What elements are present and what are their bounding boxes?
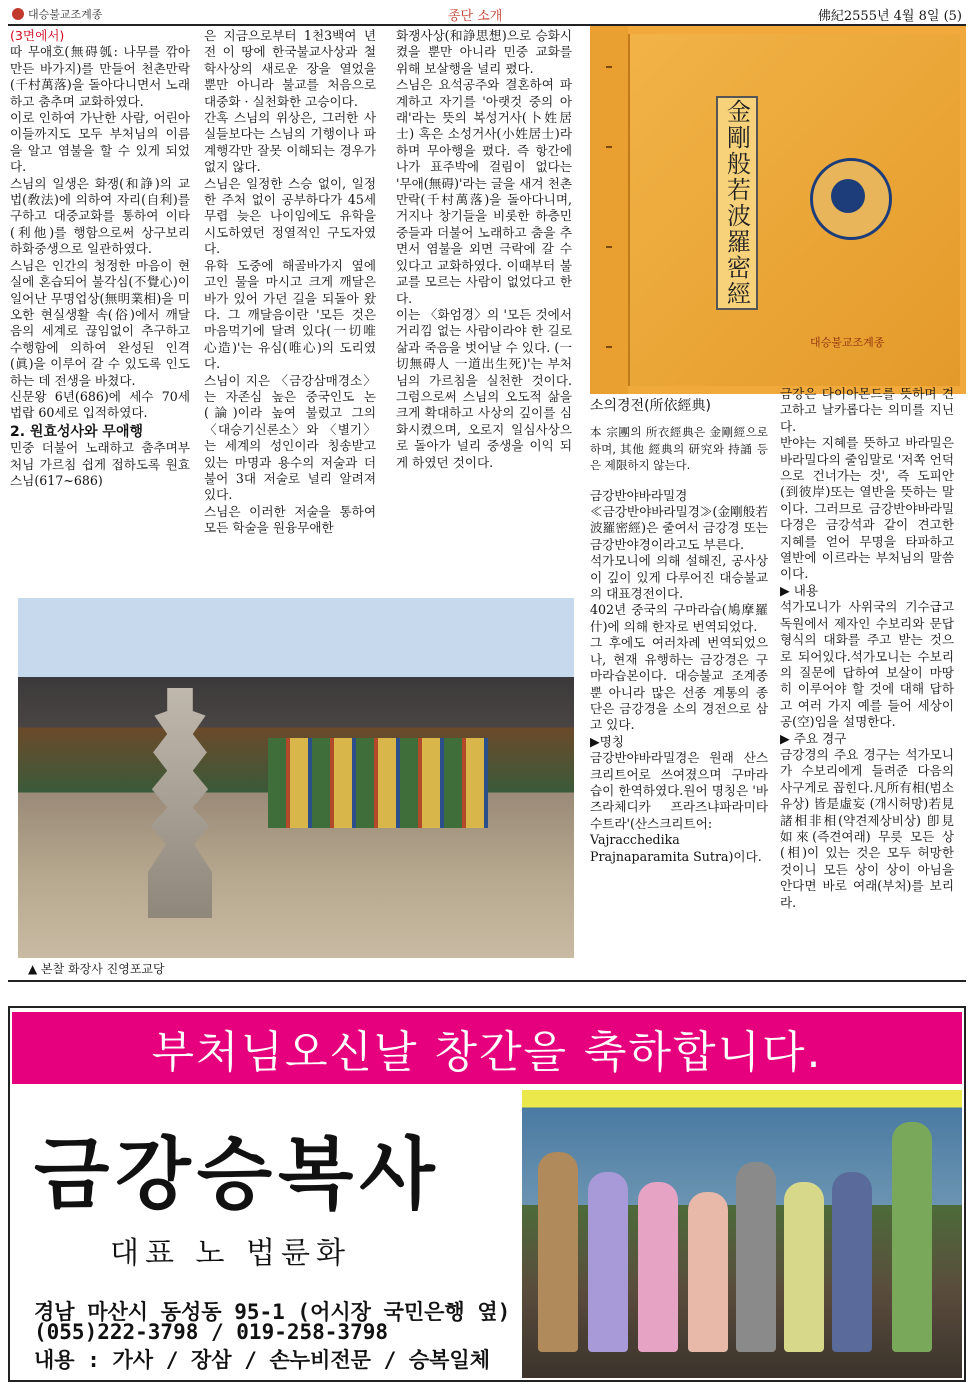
subheading: ▶ 주요 경구	[780, 730, 847, 746]
paragraph: 스님은 인간의 청정한 마음이 현실에 혼습되어 불각심(不覺心)이 일어난 무명업상(無明業相)을 미오한 현실생활 속(俗)에서 깨달음의 세계로 끊임없이 추구하고 수행함에 의하여 완성된 인격(眞)을 이루어 갈 수 있도록 인도하는 데 전생을 바쳤다.	[10, 257, 190, 388]
intro-paragraph: 本 宗團의 所衣經典은 金剛經으로 하며, 其他 經典의 研究와 持誦 등은 제限하지 않는다.	[590, 425, 768, 473]
ad-divider	[8, 980, 966, 982]
article-column-2	[204, 28, 376, 537]
shop-name: 금강승복사	[34, 1130, 441, 1220]
model-figure	[688, 1192, 728, 1352]
paragraph: 반야는 지혜를 뜻하고 바라밀은 바라밀다의 줄임말로 '저쪽 언덕으로 건너가는 것', 즉 도피안(到彼岸)또는 열반을 뜻하는 말이다. 그러므로 금강반야바라밀다경은 금강석과 같이 견고한 지혜를 얻어 무명을 타파하고 열반에 이르라는 부처님의 말씀이다.	[780, 435, 954, 582]
stitch	[606, 246, 612, 248]
paragraph: 민중 더불어 노래하고 춤추며부처님 가르침 쉽게 접하도록 원효 스님(617~686)	[10, 440, 190, 488]
model-figure	[784, 1182, 824, 1352]
model-figure	[638, 1182, 678, 1352]
photo-caption: ▲ 본찰 화장사 진영포교당	[28, 962, 165, 976]
stitch	[606, 146, 612, 148]
paragraph: 석가모니에 의해 설해진, 공사상이 깊이 있게 다루어진 대승불교의 대표경전이다.	[590, 553, 768, 602]
article-column-4	[590, 398, 768, 865]
article-column-1	[10, 28, 190, 489]
article-column-5	[780, 386, 954, 911]
paragraph: 스님은 요석공주와 결혼하여 파계하고 자기를 '아랫것 중의 아래'라는 뜻의 복성거사(卜姓居士) 혹은 소성거사(小姓居士)라 하며 무아행을 폈다. 즉 항간에 나가 표주박에 걸림이 없다는 '무애(無碍)'라는 글을 새겨 천촌만락(千村萬落)을 돌아다니며, 거지나 창기들을 비롯한 하층민중들과 더불어 노래하고 춤을 추면서 염불을 외면 극락에 갈 수 있다고 교화하였다. 이때부터 불교를 모르는 사람이 없었다고 한다.	[396, 77, 572, 306]
model-figure	[736, 1162, 776, 1352]
subheading: ▶명칭	[590, 733, 625, 749]
book-publisher-logo: 대승불교조계종	[810, 336, 885, 349]
temple-photo	[18, 598, 574, 958]
paragraph: 신문왕 6년(686)에 세수 70세 법랍 60세로 입적하였다.	[10, 388, 190, 421]
model-figure	[588, 1172, 628, 1352]
stitch	[606, 66, 612, 68]
model-figure	[832, 1172, 872, 1352]
paragraph: 은 지금으로부터 1천3백여 년 전 이 땅에 한국불교사상과 철학사상의 새로운 장을 열었을 뿐만 아니라 불교를 처음으로 대중화 · 실천화한 고승이다.	[204, 28, 376, 109]
paragraph: 이는 〈화엄경〉의 '모든 것에서 거리낌 없는 사람이라야 한 길로 삶과 죽음을 벗어날 수 있다. (一切無碍人 一道出生死)'는 부처님의 가르침을 실천한 것이다. 그럼으로써 스님의 오도적 삶을 크게 확대하고 사상의 깊이를 심화시켰으며, 오로지 일심사상으로 돌아가 널리 중생을 이익 되게 하였던 것이다.	[396, 306, 572, 470]
paragraph: 금강반야바라밀경은 원래 산스크리트어로 쓰여졌으며 구마라습이 한역하였다.원어 명칭은 '바즈라체디카 프라즈냐파라미타 수트라'(산스크리트어: Vajracchedika Prajnaparamita Sutra)이다.	[590, 750, 768, 864]
paragraph: 스님이 지은 〈금강삼매경소〉는 자존심 높은 중국인도 논(論)이라 높여 불렀고 그의 〈대승기신론소〉와 〈별기〉는 세계의 성인이라 칭송받고 있는 마명과 용수의 저술과 더불어 3대 저술로 널리 알려져 있다.	[204, 372, 376, 503]
paragraph: 유학 도중에 해골바가지 옆에 고인 물을 마시고 크게 깨달은 바가 있어 가던 길을 되돌아 왔다. 그 깨달음이란 '모든 것은 마음먹기에 달려 있다(一切唯心造)'는 유심(唯心)의 도리였다.	[204, 257, 376, 372]
paragraph: 402년 중국의 구마라습(鳩摩羅什)에 의해 한자로 번역되었다.	[590, 602, 768, 634]
monk-robes-models-photo	[522, 1090, 962, 1378]
page-header	[8, 4, 966, 24]
sutra-book-cover-image	[590, 26, 966, 394]
book-cover	[628, 34, 960, 386]
paragraph: 화쟁사상(和諍思想)으로 승화시켰을 뿐만 아니라 민중 교화를 위해 보살행을 널리 폈다.	[396, 28, 572, 76]
subheading: 금강반야바라밀경	[590, 487, 688, 503]
paragraph: 스님의 일생은 화쟁(和諍)의 교법(敎法)에 의하여 자리(自利)를 구하고 대중교화를 통하여 이타(利他)를 행함으로써 상구보리 하화중생으로 일관하였다.	[10, 175, 190, 257]
temple-hall-doors	[268, 738, 488, 828]
shop-address: 경남 마산시 동성동 95-1 (어시장 국민은행 옆)	[34, 1300, 511, 1324]
congratulation-banner: 부처님오신날 창간을 축하합니다.	[12, 1012, 962, 1084]
shop-services: 내용 : 가사 / 장삼 / 손누비전문 / 승복일체	[34, 1348, 491, 1372]
paragraph: 그 후에도 여러차례 번역되었으나, 현재 유행하는 금강경은 구마라습본이다. 대승불교 조계종 뿐 아니라 많은 선종 계통의 종단은 금강경을 소의 경전으로 삼고 있다.	[590, 635, 768, 733]
paragraph: 스님은 이러한 저술을 통하여 모든 학술을 원융무애한	[204, 503, 376, 536]
continued-note: (3면에서)	[10, 28, 65, 43]
dharma-wheel-icon	[12, 8, 24, 20]
book-spine	[590, 26, 628, 394]
paragraph: 간혹 스님의 위상은, 그러한 사실들보다는 스님의 기행이나 파계행각만 잘못 이해되는 경우가 없지 않다.	[204, 110, 376, 175]
paragraph: 스님은 일정한 스승 없이, 일정한 주처 없이 공부하다가 45세 무렵 늦은 나이임에도 유학을 시도하였던 정열적인 구도자였다.	[204, 175, 376, 257]
section-heading: 2. 원효성사와 무애행	[10, 423, 143, 440]
book-title: 金剛般若波羅密經	[722, 99, 751, 307]
paragraph: 석가모니가 사위국의 기수급고독원에서 제자인 수보리와 문답 형식의 대화를 주고 받는 것으로 되어있다.석가모니는 수보리의 질문에 답하여 보살이 마땅히 이루어야 할 것에 대해 답하고 여러 가지 예를 들어 세상이 공(空)임을 설명한다.	[780, 599, 954, 730]
article-column-3	[396, 28, 572, 471]
issue-date-page: 佛紀2555년 4월 8일 (5)	[817, 9, 962, 24]
paragraph: 금강은 다이아몬드를 뜻하며 견고하고 날카롭다는 의미를 지닌다.	[780, 386, 954, 434]
dharma-wheel-emblem-icon	[810, 158, 892, 240]
paragraph: ≪금강반야바라밀경≫(金剛般若波羅密經)은 줄여서 금강경 또는 금강반야경이라고도 부른다.	[590, 504, 768, 552]
paragraph: 이로 인하여 가난한 사람, 어린아이들까지도 모두 부처님의 이름을 알고 염불을 할 수 있게 되었다.	[10, 110, 190, 175]
header-logo	[12, 6, 102, 22]
header-logo-text: 대승불교조계종	[28, 8, 103, 21]
stitch	[606, 346, 612, 348]
subheading: ▶ 내용	[780, 582, 819, 598]
model-figure	[538, 1152, 578, 1352]
paragraph: 금강경의 주요 경구는 석가모니가 수보리에게 들려준 다음의 사구게로 꼽힌다.凡所有相(범소유상) 皆是虛妄 (개시허망)若見諸相非相(약견제상비상) 卽見如來(즉견여래) 무릇 모든 상(相)이 있는 것은 모두 허망한 것이니 모든 상이 상이 아님을 안다면 바로 여래(부처)를 보리라.	[780, 746, 954, 910]
stone-pagoda	[148, 688, 212, 918]
representative: 대표 노 법륜화	[110, 1236, 351, 1271]
book-title-label	[716, 96, 758, 310]
shop-phone: (055)222-3798 / 019-258-3798	[34, 1320, 389, 1344]
subsection-title: 소의경전(所依經典)	[590, 398, 712, 414]
paragraph: 따 무애호(無碍瓠: 나무를 깎아 만든 바가지)를 만들어 천촌만락(千村萬落)을 돌아다니면서 노래하고 춤추며 교화하였다.	[10, 44, 190, 109]
model-figure	[892, 1122, 932, 1352]
section-title: 종단 소개	[448, 9, 503, 24]
